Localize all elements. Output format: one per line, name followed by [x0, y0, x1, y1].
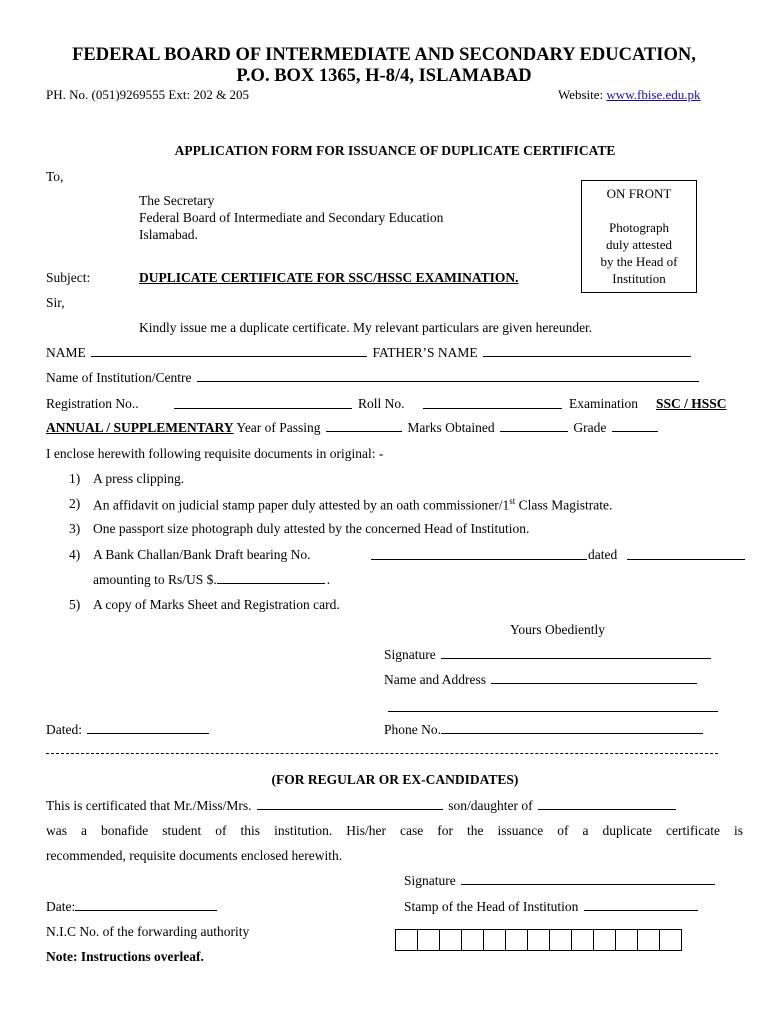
name-label: NAME: [46, 345, 86, 360]
certification-heading: (FOR REGULAR OR EX-CANDIDATES): [271, 772, 519, 787]
nic-digit-cell[interactable]: [572, 930, 594, 950]
cert-signature-label: Signature: [404, 873, 456, 888]
cert-line-2: was a bonafide student of this institution. His/her case for the issuance of a duplicate certificate is: [46, 823, 743, 838]
name-address-row: [384, 673, 699, 687]
nic-digit-cell[interactable]: [550, 930, 572, 950]
amount-label: amounting to Rs/US $.: [93, 572, 217, 587]
website-link[interactable]: www.fbise.edu.pk: [606, 87, 701, 102]
subject-label: Subject:: [46, 270, 91, 285]
nic-digit-cell[interactable]: [396, 930, 418, 950]
annual-row: [46, 421, 660, 435]
nic-digit-cell[interactable]: [506, 930, 528, 950]
doc-number-4: 4): [69, 547, 81, 562]
doc-item-2: [93, 497, 612, 512]
website: [558, 88, 701, 101]
doc-item-1: A press clipping.: [93, 471, 185, 486]
cert-date-row: [46, 900, 219, 914]
nic-digit-cell[interactable]: [616, 930, 638, 950]
parent-name-field[interactable]: [538, 808, 676, 810]
address-second-line[interactable]: [388, 710, 718, 712]
nic-digit-cell[interactable]: [440, 930, 462, 950]
org-phone: PH. No. (051)9269555 Ext: 202 & 205: [46, 87, 249, 102]
grade-field[interactable]: [612, 430, 658, 432]
photograph-box: [581, 180, 697, 293]
to-label: To,: [46, 169, 64, 184]
registration-label: Registration No..: [46, 396, 139, 411]
candidate-name-field[interactable]: [257, 808, 443, 810]
doc-item-4-dated: dated: [588, 547, 618, 562]
cert-signature-field[interactable]: [461, 883, 715, 885]
salutation: Sir,: [46, 295, 65, 310]
photo-box-line-1: ON FRONT: [606, 186, 672, 201]
name-field[interactable]: [91, 355, 367, 357]
amount-field[interactable]: [217, 582, 325, 584]
exam-type-options[interactable]: SSC / HSSC: [656, 396, 727, 411]
cert-date-label: Date:: [46, 899, 76, 914]
doc-item-3: One passport size photograph duly attested by the concerned Head of Institution.: [93, 521, 530, 536]
phone-label: Phone No.: [384, 722, 441, 737]
photo-box-line-6: Institution: [612, 271, 666, 286]
section-divider: [46, 753, 718, 754]
photo-box-line-5: by the Head of: [600, 254, 678, 269]
cert-line-1-text: This is certificated that Mr./Miss/Mrs.: [46, 798, 252, 813]
phone-row: [384, 723, 705, 737]
nic-digit-cell[interactable]: [462, 930, 484, 950]
challan-number-field[interactable]: [371, 558, 587, 560]
stamp-label: Stamp of the Head of Institution: [404, 899, 579, 914]
institution-field[interactable]: [197, 380, 699, 382]
institution-row: [46, 371, 701, 385]
cert-line-1-mid: son/daughter of: [448, 798, 533, 813]
note: Note: Instructions overleaf.: [46, 949, 204, 964]
doc-number-1: 1): [69, 471, 81, 486]
stamp-row: [404, 900, 700, 914]
org-address: P.O. BOX 1365, H-8/4, ISLAMABAD: [236, 66, 532, 86]
marks-label: Marks Obtained: [407, 420, 495, 435]
nic-digit-cell[interactable]: [484, 930, 506, 950]
doc-item-4-amount: amounting to Rs/US $. .: [93, 572, 331, 587]
closing: Yours Obediently: [510, 622, 606, 637]
photo-box-spacer: [582, 202, 696, 219]
examination-label: Examination: [569, 396, 638, 411]
grade-label: Grade: [573, 420, 607, 435]
doc-item-2-text: An affidavit on judicial stamp paper duly attested by an oath commissioner/1: [93, 497, 510, 513]
annual-supplementary-options[interactable]: ANNUAL / SUPPLEMENTARY: [46, 420, 234, 435]
doc-number-5: 5): [69, 597, 81, 612]
nic-digit-cell[interactable]: [418, 930, 440, 950]
doc-number-2: 2): [69, 496, 81, 511]
doc-item-2-sup: st: [509, 496, 516, 506]
recipient-line-1: The Secretary: [139, 193, 215, 208]
signature-row: [384, 648, 713, 662]
nic-digit-cell[interactable]: [660, 930, 682, 950]
website-label: Website:: [558, 87, 604, 102]
org-name: FEDERAL BOARD OF INTERMEDIATE AND SECONDARY EDUCATION,: [72, 45, 696, 65]
nic-number-boxes: [395, 929, 682, 951]
intro-text: Kindly issue me a duplicate certificate. My relevant particulars are given hereunder.: [139, 320, 593, 335]
challan-date-field[interactable]: [627, 558, 745, 560]
registration-field[interactable]: [174, 407, 352, 409]
enclose-text: I enclose herewith following requisite documents in original: -: [46, 446, 384, 461]
cert-date-field[interactable]: [75, 909, 217, 911]
subject-text: DUPLICATE CERTIFICATE FOR SSC/HSSC EXAMINATION.: [139, 270, 519, 285]
nic-digit-cell[interactable]: [638, 930, 660, 950]
name-row: [46, 346, 693, 360]
name-address-label: Name and Address: [384, 672, 486, 687]
signature-label: Signature: [384, 647, 436, 662]
doc-number-3: 3): [69, 521, 81, 536]
nic-digit-cell[interactable]: [594, 930, 616, 950]
recipient-line-3: Islamabad.: [139, 227, 198, 242]
nic-digit-cell[interactable]: [528, 930, 550, 950]
stamp-field[interactable]: [584, 909, 698, 911]
dated-row: [46, 723, 211, 737]
year-field[interactable]: [326, 430, 402, 432]
form-title: APPLICATION FORM FOR ISSUANCE OF DUPLICATE CERTIFICATE: [174, 143, 616, 158]
cert-signature-row: [404, 874, 717, 888]
photo-box-line-4: duly attested: [605, 237, 673, 252]
roll-label: Roll No.: [358, 396, 405, 411]
dated-label: Dated:: [46, 722, 82, 737]
photo-box-line-3: Photograph: [609, 220, 669, 235]
signature-field[interactable]: [441, 657, 711, 659]
doc-item-4-label: A Bank Challan/Bank Draft bearing No.: [93, 547, 311, 562]
institution-label: Name of Institution/Centre: [46, 370, 192, 385]
roll-field[interactable]: [423, 407, 562, 409]
recipient-line-2: Federal Board of Intermediate and Secondary Education: [139, 210, 444, 225]
dated-field[interactable]: [87, 732, 209, 734]
cert-line-3: recommended, requisite documents enclosed herewith.: [46, 848, 343, 863]
nic-label: N.I.C No. of the forwarding authority: [46, 924, 250, 939]
year-label: Year of Passing: [236, 420, 321, 435]
name-address-field[interactable]: [491, 682, 697, 684]
father-name-label: FATHER’S NAME: [372, 345, 478, 360]
marks-field[interactable]: [500, 430, 568, 432]
father-name-field[interactable]: [483, 355, 691, 357]
phone-field[interactable]: [441, 732, 703, 734]
doc-item-5: A copy of Marks Sheet and Registration card.: [93, 597, 340, 612]
doc-item-2-text-end: Class Magistrate.: [515, 497, 613, 513]
cert-line-1: [46, 799, 678, 813]
